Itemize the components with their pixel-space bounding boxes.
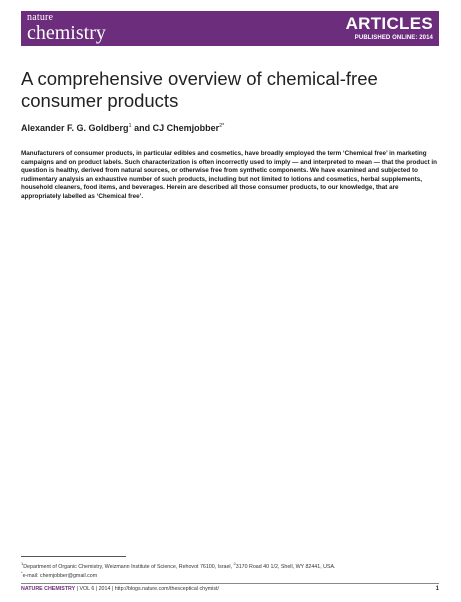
affiliation-mark: 2: [233, 561, 236, 566]
journal-logo: [27, 13, 106, 43]
footer-journal-name: NATURE CHEMISTRY: [21, 586, 76, 592]
author-name: Alexander F. G. Goldberg: [21, 123, 129, 133]
author-list: [21, 123, 224, 133]
journal-banner: [21, 11, 439, 46]
author-affiliation-mark: 1: [128, 123, 132, 129]
affiliation-text: 3170 Road 40 1/2, Shell, WY 82441, USA.: [235, 563, 336, 570]
author-affiliation-mark: 2*: [219, 123, 225, 129]
affiliation-text: Department of Organic Chemistry, Weizmann Institute of Science, Rehovot 76100, Israel,: [23, 563, 234, 570]
affiliation-mark: 1: [21, 561, 24, 566]
logo-nature-text: nature: [27, 12, 54, 23]
published-date: PUBLISHED ONLINE: 2014: [354, 35, 433, 41]
footer-divider: [21, 583, 439, 584]
correspondence-mark: *: [21, 570, 23, 575]
author-name: CJ Chemjobber: [152, 123, 220, 133]
footnote-divider: [21, 556, 126, 557]
abstract: Manufacturers of consumer products, in particular edibles and cosmetics, have broadly employed the term ‘Chemical free’ in marketing campaigns and on product labels. Such characterization is often incorrectly used to imply — and interpreted to mean — that the product in question is healthy, derived from natural sources, or otherwise free from synthetic components. We have examined and subjected to rudimentary analysis an exhaustive number of such products, including but not limited to lotions and cosmetics, herbal supplements, household cleaners, food items, and beverages. Herein are described all those consumer products, to our knowledge, that are appropriately labelled as ‘Chemical free’.: [21, 150, 438, 200]
affiliations-footnote: [21, 561, 336, 570]
email-text: e-mail: chemjobber@gmail.com: [22, 572, 98, 579]
footer-info: | VOL 6 | 2014 | http://blogs.nature.com/thesceptical chymist/: [75, 586, 219, 592]
logo-chemistry-text: chemistry: [27, 22, 106, 44]
author-separator: and: [131, 123, 153, 133]
page-footer: [21, 586, 219, 592]
page-number: 1: [435, 586, 439, 592]
section-label: ARTICLES: [345, 14, 433, 33]
email-footnote: [21, 570, 97, 579]
article-title: A comprehensive overview of chemical-free consumer products: [21, 68, 378, 111]
